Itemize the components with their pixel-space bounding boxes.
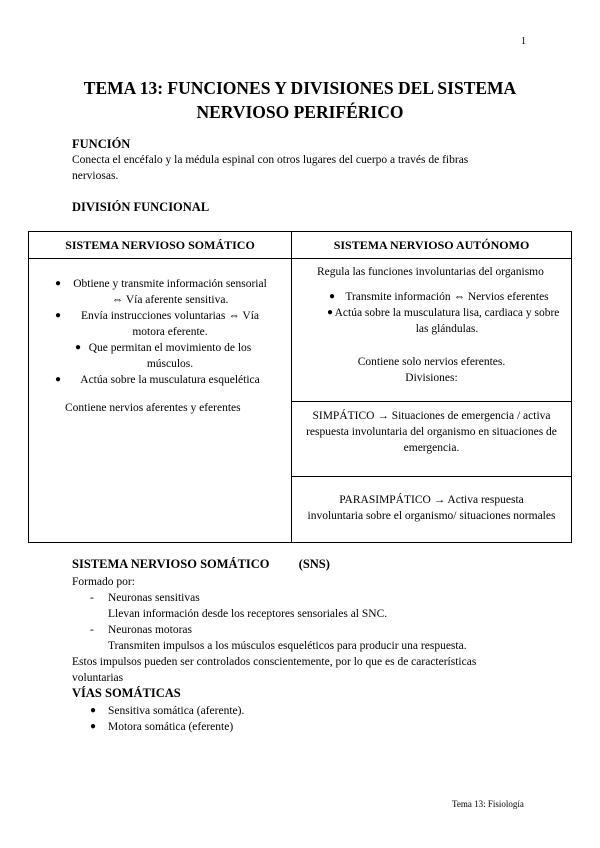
table-header-divider: [29, 258, 571, 259]
funcion-text: [72, 152, 468, 184]
autonomo-bullets: [329, 289, 565, 337]
vias-item-text: Sensitiva somática (aferente).: [108, 705, 245, 717]
autonomo-bullet-2: [329, 305, 565, 337]
sns-paragraph-line: voluntarias: [72, 672, 124, 684]
bullet-icon: ●: [55, 374, 62, 385]
page-title: [40, 76, 560, 124]
bullet-text-line: Actúa sobre la musculatura lisa, cardiaca y sobre: [334, 307, 560, 319]
dash-icon: -: [90, 624, 94, 636]
dash-icon: -: [90, 592, 94, 604]
somatico-note: Contiene nervios aferentes y eferentes: [65, 402, 241, 414]
somatico-bullets: [57, 276, 283, 388]
parasimpatico-line: PARASIMPÁTICO → Activa respuesta: [339, 494, 524, 506]
sns-item-desc: Llevan información desde los receptores sensoriales al SNC.: [108, 608, 388, 620]
bullet-text-line: Envía instrucciones voluntarias ⇔ Vía: [81, 310, 259, 322]
funcion-line-1: Conecta el encéfalo y la médula espinal con otros lugares del cuerpo a través de fibras: [72, 154, 469, 166]
simpatico-line: respuesta involuntaria del organismo en situaciones de: [306, 426, 557, 438]
simpatico-line: emergencia.: [403, 442, 460, 454]
parasimpatico-cell: [292, 492, 571, 524]
funcion-line-2: nerviosas.: [72, 170, 119, 182]
bullet-icon: ●: [75, 342, 82, 353]
bullet-icon: ●: [329, 291, 336, 302]
bullet-text-line: músculos.: [146, 358, 194, 370]
table-row-divider-1: [292, 401, 571, 402]
bullet-text-line: Que permitan el movimiento de los: [88, 342, 252, 354]
sns-heading: [72, 557, 330, 572]
autonomo-divisiones-label: Divisiones:: [405, 372, 458, 384]
autonomo-header: SISTEMA NERVIOSO AUTÓNOMO: [333, 238, 530, 252]
somatico-bullet-2: [57, 308, 283, 340]
sns-heading-text: SISTEMA NERVIOSO SOMÁTICO: [72, 557, 270, 571]
sns-item-desc: Transmiten impulsos a los músculos esqueléticos para producir una respuesta.: [108, 640, 467, 652]
somatico-header: SISTEMA NERVIOSO SOMÁTICO: [65, 238, 255, 252]
sns-formado: Formado por:: [72, 576, 135, 588]
autonomo-intro: Regula las funciones involuntarias del organismo: [317, 266, 544, 278]
simpatico-line: SIMPÁTICO → Situaciones de emergencia / activa: [312, 410, 551, 422]
title-line-2: NERVIOSO PERIFÉRICO: [196, 102, 404, 122]
bullet-text-line: Obtiene y transmite información sensorial: [73, 278, 267, 290]
vias-list: [90, 703, 244, 735]
autonomo-bullet-1: [329, 289, 565, 305]
sns-body: [72, 574, 542, 686]
autonomo-note-line: Contiene solo nervios eferentes.: [357, 356, 506, 368]
sns-abbr: (SNS): [298, 557, 330, 571]
bullet-text-line: Transmite información ⇔ Nervios eferentes: [345, 291, 549, 303]
page-footer: Tema 13: Fisiología: [452, 799, 524, 809]
division-table: [28, 231, 572, 543]
table-row-divider-2: [292, 476, 571, 477]
page-number: 1: [521, 36, 526, 47]
title-line-1: TEMA 13: FUNCIONES Y DIVISIONES DEL SISTEMA: [83, 78, 517, 98]
bullet-icon: ●: [55, 310, 62, 321]
vias-item: [90, 719, 244, 735]
bullet-text-line: Actúa sobre la musculatura esquelética: [80, 374, 260, 386]
somatico-bullet-3: [57, 340, 283, 372]
vias-heading: VÍAS SOMÁTICAS: [72, 686, 181, 700]
bullet-icon: ●: [327, 307, 334, 318]
bullet-text-line: motora eferente.: [132, 326, 208, 338]
parasimpatico-line: involuntaria sobre el organismo/ situaciones normales: [307, 510, 556, 522]
autonomo-note: [292, 354, 571, 386]
vias-item: [90, 703, 244, 719]
bullet-icon: ●: [55, 278, 62, 289]
bullet-icon: ●: [90, 705, 97, 716]
division-heading: DIVISIÓN FUNCIONAL: [72, 200, 210, 214]
sns-item-2: [72, 622, 542, 654]
funcion-heading: FUNCIÓN: [72, 137, 131, 151]
somatico-bullet-1: [57, 276, 283, 308]
sns-paragraph-line: Estos impulsos pueden ser controlados conscientemente, por lo que es de características: [72, 656, 477, 668]
sns-item-title: Neuronas motoras: [108, 624, 192, 636]
sns-item-title: Neuronas sensitivas: [108, 592, 200, 604]
somatico-bullet-4: [57, 372, 283, 388]
sns-item-1: [72, 590, 542, 622]
simpatico-cell: [292, 408, 571, 456]
vias-item-text: Motora somática (eferente): [108, 721, 234, 733]
bullet-text-line: ⇔ Vía aferente sensitiva.: [111, 294, 229, 306]
bullet-text-line: las glándulas.: [415, 323, 479, 335]
bullet-icon: ●: [90, 721, 97, 732]
